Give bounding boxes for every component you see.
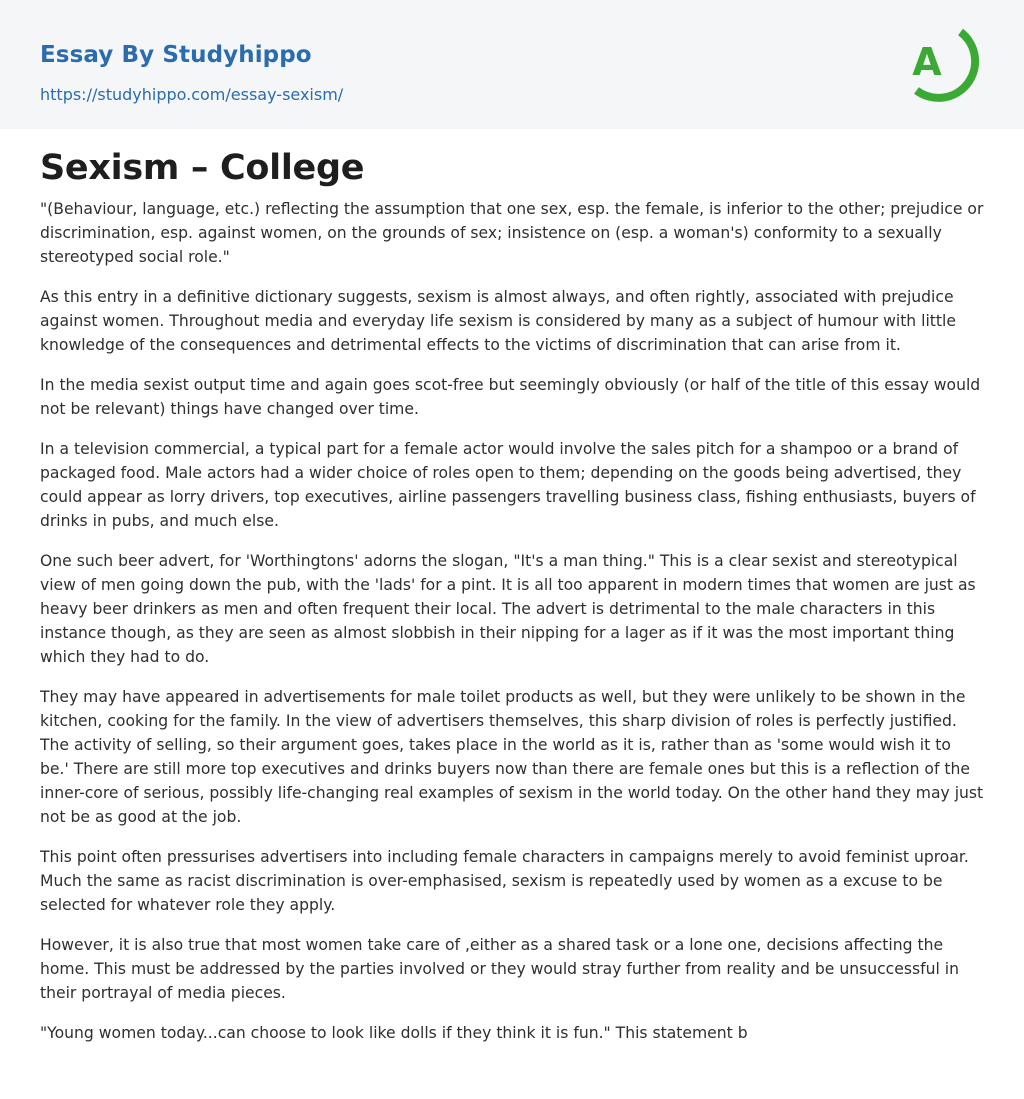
essay-paragraph: In a television commercial, a typical part for a female actor would involve the sales pitch for a shampoo or a brand of packaged food. Male actors had a wider choice of roles open to them; depending on the goods being advertised, they could appear as lorry drivers, top executives, airline passengers travelling business class, fishing enthusiasts, buyers of drinks in pubs, and much else. — [40, 440, 976, 530]
essay-paragraph: However, it is also true that most women take care of ,either as a shared task or a lone one, decisions affecting the home. This must be addressed by the parties involved or they would stray further from reality and be unsuccessful in their portrayal of media pieces. — [40, 936, 959, 1002]
site-header — [0, 0, 1024, 129]
essay-paragraph: "(Behaviour, language, etc.) reflecting the assumption that one sex, esp. the female, is inferior to the other; prejudice or discrimination, esp. against women, on the grounds of sex; insistence on (esp. a woman's) conformity to a sexually stereotyped social role." — [40, 200, 984, 266]
essay-title: Sexism – College — [40, 148, 365, 188]
essay-content — [0, 147, 1024, 1045]
essay-paragraph: One such beer advert, for 'Worthingtons' adorns the slogan, "It's a man thing." This is a clear sexist and stereotypical view of men going down the pub, with the 'lads' for a pint. It is all too apparent in modern times that women are just as heavy beer drinkers as men and often frequent their local. The advert is detrimental to the male characters in this instance though, as they are seen as almost slobbish in their nipping for a lager as if it was the most important thing which they had to do. — [40, 552, 976, 666]
essay-paragraph: "Young women today...can choose to look like dolls if they think it is fun." This statement b — [40, 1024, 748, 1042]
essay-paragraph: They may have appeared in advertisements for male toilet products as well, but they were unlikely to be shown in the kitchen, cooking for the family. In the view of advertisers themselves, this sharp division of roles is perfectly justified. The activity of selling, so their argument goes, takes place in the world as it is, rather than as 'some would wish it to be.' There are still more top executives and drinks buyers now than there are female ones but this is a reflection of the inner-core of serious, possibly life-changing real examples of sexism in the world today. On the other hand they may just not be as good at the job. — [40, 688, 984, 826]
logo-letter: A — [912, 40, 942, 84]
essay-url-link[interactable]: https://studyhippo.com/essay-sexism/ — [40, 85, 344, 104]
essay-paragraph: This point often pressurises advertisers into including female characters in campaigns merely to avoid feminist uproar. Much the same as racist discrimination is over-emphasised, sexism is repeatedly used by women as a excuse to be selected for whatever role they apply. — [40, 848, 969, 914]
studyhippo-logo-icon[interactable] — [900, 20, 984, 104]
essay-paragraph: As this entry in a definitive dictionary suggests, sexism is almost always, and often rightly, associated with prejudice against women. Throughout media and everyday life sexism is considered by many as a subject of humour with little knowledge of the consequences and detrimental effects to the victims of discrimination that can arise from it. — [40, 288, 956, 354]
brand-title[interactable]: Essay By Studyhippo — [40, 42, 312, 68]
essay-paragraph: In the media sexist output time and again goes scot-free but seemingly obviously (or half of the title of this essay would not be relevant) things have changed over time. — [40, 376, 981, 418]
